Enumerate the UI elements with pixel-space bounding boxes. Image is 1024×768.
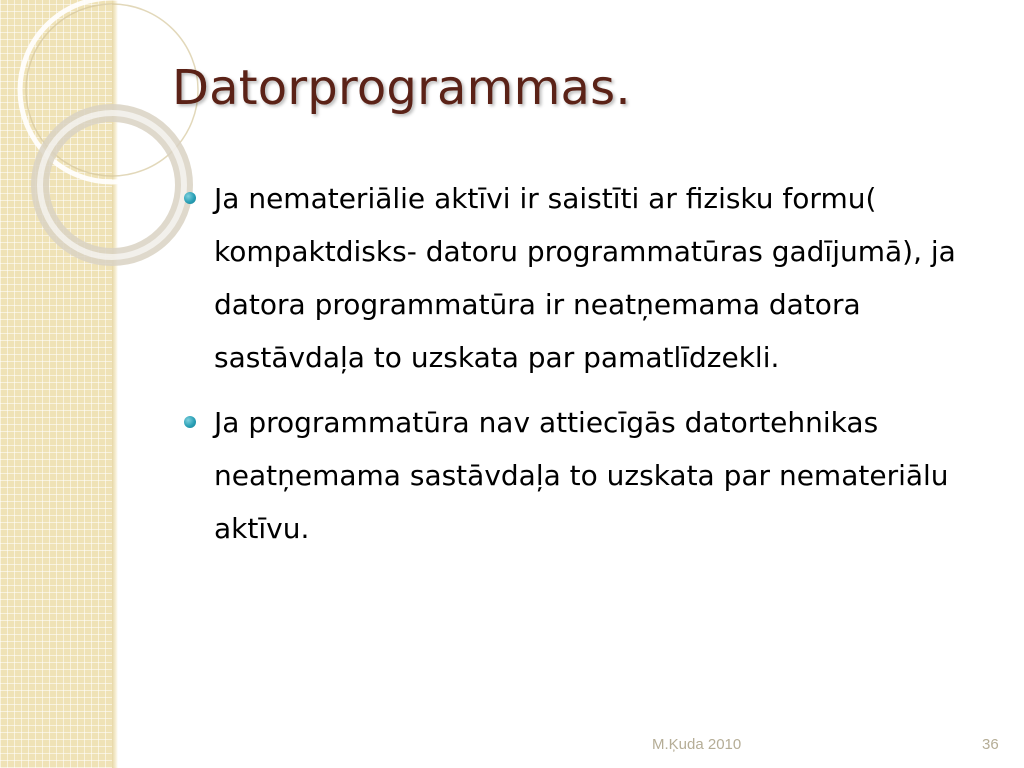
bullet-text: Ja programmatūra nav attiecīgās datortehnikas neatņemama sastāvdaļa to uzskata par nemateriālu aktīvu. <box>214 406 949 545</box>
slide-title: Datorprogrammas. <box>172 60 631 116</box>
decorative-circles-icon <box>0 0 160 260</box>
bullet-item <box>180 396 980 555</box>
bullet-icon <box>184 416 196 428</box>
footer-author: M.Ķuda 2010 <box>652 736 742 753</box>
bullet-list <box>180 172 980 567</box>
bullet-text: Ja nemateriālie aktīvi ir saistīti ar fizisku formu( kompaktdisks- datoru programmatūras gadījumā), ja datora programmatūra ir neatņemama datora sastāvdaļa to uzskata par pamatlīdzekli. <box>214 182 956 374</box>
page-number: 36 <box>982 736 999 753</box>
bullet-item <box>180 172 980 384</box>
bullet-icon <box>184 192 196 204</box>
